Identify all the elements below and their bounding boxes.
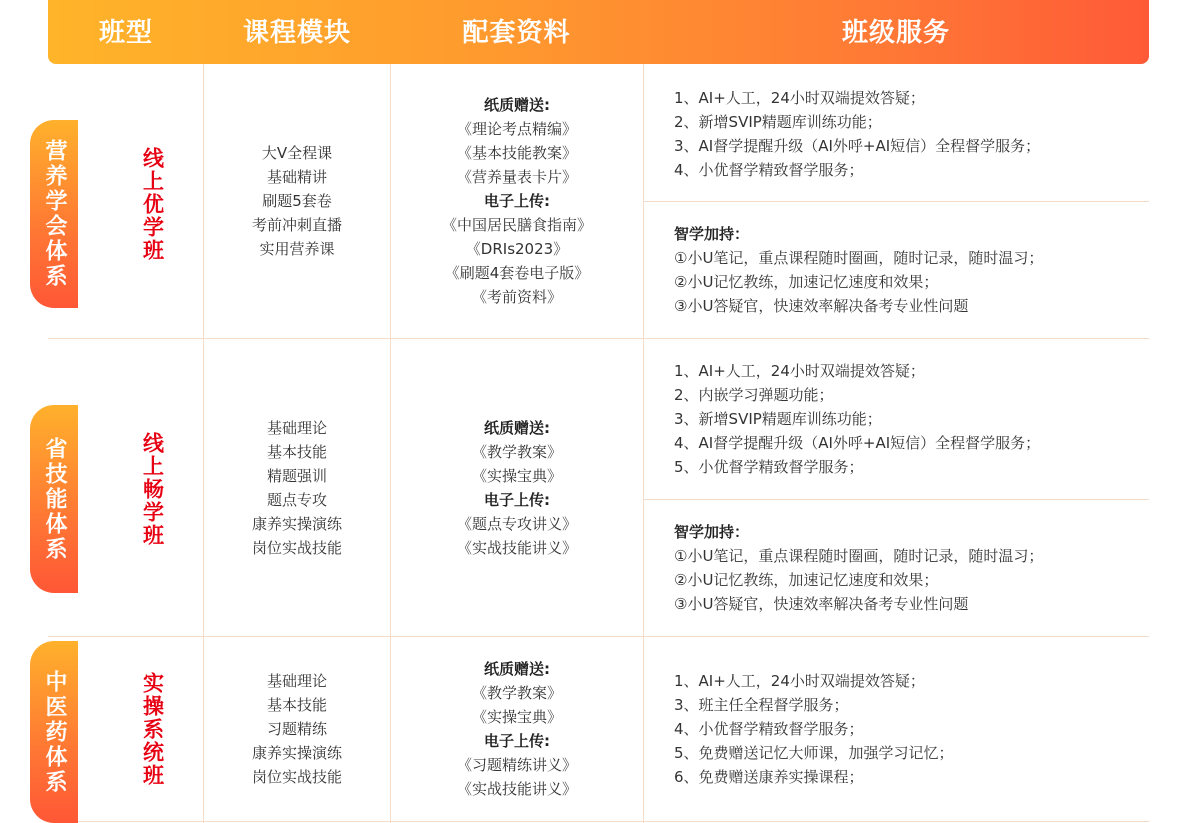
service-item: 3、新增SVIP精题库训练功能； [674,410,882,428]
system-tab-tcm [30,641,78,823]
service-item: 3、班主任全程督学服务； [674,696,849,714]
service-item: 1、AI+人工，24小时双端提效答疑； [674,89,925,107]
material-item: 《教学教案》 [471,684,562,702]
course-modules-list [204,64,390,338]
material-item: 《实战技能讲义》 [456,780,577,798]
smart-learning-list [674,222,1144,318]
material-item: 《DRIs2023》 [465,240,569,258]
header-class-type: 班型 [98,18,153,48]
grid-divider [643,64,644,823]
smart-item: ②小U记忆教练，加速记忆速度和效果； [674,571,939,589]
service-item: 2、新增SVIP精题库训练功能； [674,113,882,131]
service-item: 4、小优督学精致督学服务； [674,720,864,738]
module-item: 基本技能 [266,696,327,714]
service-item: 4、AI督学提醒升级（AI外呼+AI短信）全程督学服务； [674,434,1041,452]
cell-divider [643,499,1149,500]
class-name-label: 线上畅学班 [140,431,165,547]
module-item: 题点专攻 [266,490,327,509]
smart-item: ③小U答疑官，快速效率解决备考专业性问题 [674,297,969,315]
table-header [48,0,1149,64]
service-item: 6、免费赠送康养实操课程； [674,768,864,786]
module-item: 大V全程课 [261,144,333,162]
header-class-services: 班级服务 [841,18,950,48]
material-item: 《教学教案》 [471,442,562,461]
class-name-shicao [130,637,174,821]
material-item: 《中国居民膳食指南》 [441,216,592,234]
service-item: 1、AI+人工，24小时双端提效答疑； [674,672,925,690]
material-item: 《刷题4套卷电子版》 [444,264,590,282]
material-item: 《理论考点精编》 [456,120,577,138]
module-item: 实用营养课 [259,240,335,258]
material-item: 《基本技能教案》 [456,144,577,162]
service-item: 1、AI+人工，24小时双端提效答疑； [674,362,925,380]
service-item: 5、免费赠送记忆大师课，加强学习记忆； [674,744,954,762]
material-item: 《实操宝典》 [471,708,562,726]
service-item: 2、内嵌学习弹题功能； [674,386,834,404]
module-item: 岗位实战技能 [251,538,342,557]
service-item: 3、AI督学提醒升级（AI外呼+AI短信）全程督学服务； [674,137,1041,155]
module-item: 康养实操演练 [251,514,342,533]
module-item: 基础理论 [266,418,327,437]
module-item: 考前冲刺直播 [251,216,342,234]
module-item: 刷题5套卷 [262,192,332,210]
system-label: 营养学会体系 [42,139,67,289]
header-course-modules: 课程模块 [242,18,351,48]
digital-upload-label: 电子上传: [484,490,550,509]
system-tab-provincial-skills [30,405,78,593]
material-item: 《营养量表卡片》 [456,168,577,186]
course-modules-list [204,339,390,636]
paper-gift-label: 纸质赠送: [484,660,550,678]
system-label: 省技能体系 [42,436,67,562]
module-item: 基本技能 [266,442,327,461]
smart-item: ①小U笔记，重点课程随时圈画，随时记录，随时温习； [674,547,1044,565]
materials-list [391,637,643,821]
module-item: 习题精练 [266,720,327,738]
module-item: 康养实操演练 [251,744,342,762]
module-item: 基础精讲 [266,168,327,186]
digital-upload-label: 电子上传: [484,732,550,750]
system-tab-nutrition [30,120,78,308]
service-item: 5、小优督学精致督学服务； [674,458,864,476]
materials-list [391,64,643,338]
module-item: 基础理论 [266,672,327,690]
material-item: 《题点专攻讲义》 [456,514,577,533]
smart-item: ③小U答疑官，快速效率解决备考专业性问题 [674,595,969,613]
row-divider [48,821,1149,822]
course-modules-list [204,637,390,821]
material-item: 《实战技能讲义》 [456,538,577,557]
smart-learning-list [674,520,1144,616]
module-item: 精题强训 [266,466,327,485]
system-label: 中医药体系 [42,669,67,795]
paper-gift-label: 纸质赠送: [484,96,550,114]
services-list [674,669,1144,789]
service-item: 4、小优督学精致督学服务； [674,161,864,179]
smart-learning-title: 智学加持： [674,225,750,243]
material-item: 《实操宝典》 [471,466,562,485]
smart-item: ②小U记忆教练，加速记忆速度和效果； [674,273,939,291]
smart-item: ①小U笔记，重点课程随时圈画，随时记录，随时温习； [674,249,1044,267]
class-name-label: 实操系统班 [140,671,165,787]
header-materials: 配套资料 [462,18,571,48]
class-name-label: 线上优学班 [140,146,165,262]
cell-divider [643,201,1149,202]
services-list [674,359,1144,479]
paper-gift-label: 纸质赠送: [484,418,550,437]
material-item: 《考前资料》 [471,288,562,306]
class-name-changxue [130,405,174,573]
digital-upload-label: 电子上传: [484,192,550,210]
class-name-youxue [130,120,174,288]
materials-list [391,339,643,636]
module-item: 岗位实战技能 [251,768,342,786]
material-item: 《习题精练讲义》 [456,756,577,774]
smart-learning-title: 智学加持： [674,523,750,541]
services-list [674,86,1144,182]
